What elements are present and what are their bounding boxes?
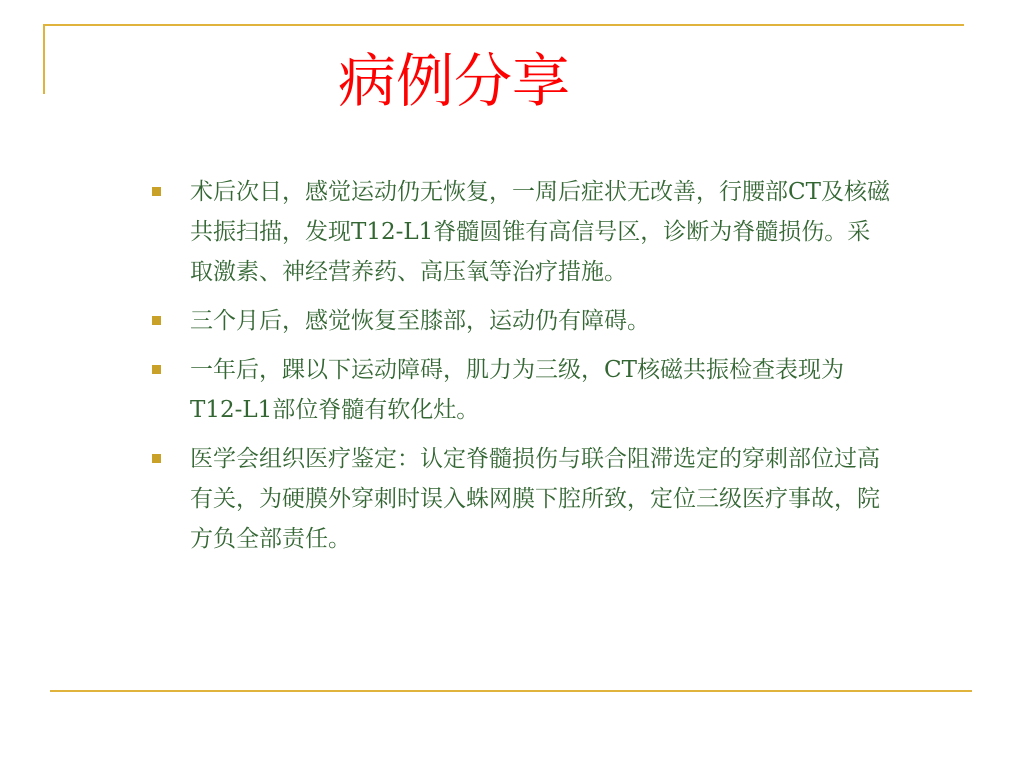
frame-left-line (43, 24, 45, 94)
bullet-list (152, 172, 892, 568)
bullet-item (152, 350, 892, 430)
bullet-item (152, 439, 892, 559)
bullet-item (152, 172, 892, 292)
bullet-text: 一年后，踝以下运动障碍，肌力为三级，CT核磁共振检查表现为T12-L1部位脊髓有软化灶。 (190, 357, 844, 423)
bullet-text: 术后次日，感觉运动仍无恢复，一周后症状无改善，行腰部CT及核磁共振扫描，发现T12-L1脊髓圆锥有高信号区，诊断为脊髓损伤。采取激素、神经营养药、高压氧等治疗措施。 (190, 179, 890, 285)
square-bullet-icon (152, 187, 161, 196)
bullet-item (152, 301, 892, 341)
frame-bottom-line (50, 690, 972, 692)
square-bullet-icon (152, 454, 161, 463)
frame-top-line (43, 24, 964, 26)
square-bullet-icon (152, 365, 161, 374)
slide-title: 病例分享 (338, 47, 571, 115)
square-bullet-icon (152, 316, 161, 325)
bullet-text: 三个月后，感觉恢复至膝部，运动仍有障碍。 (190, 308, 650, 334)
bullet-text: 医学会组织医疗鉴定：认定脊髓损伤与联合阻滞选定的穿刺部位过高有关，为硬膜外穿刺时误入蛛网膜下腔所致，定位三级医疗事故，院方负全部责任。 (190, 446, 880, 552)
